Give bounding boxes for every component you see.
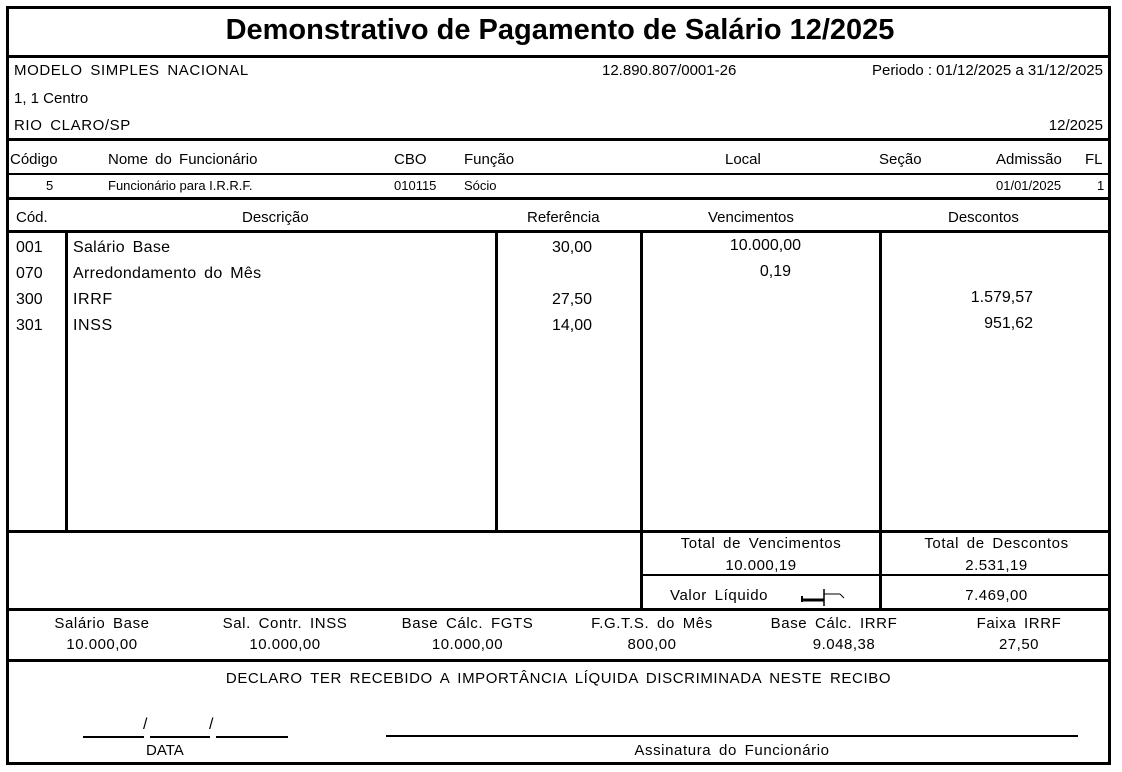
item-vencimento: 0,19 xyxy=(759,263,791,280)
divider xyxy=(6,197,1111,200)
item-descricao: Arredondamento do Mês xyxy=(73,265,262,282)
valor-liquido-label: Valor Líquido xyxy=(670,587,769,604)
employee-cbo: 010115 xyxy=(394,178,437,193)
item-cod: 301 xyxy=(16,317,43,334)
divider xyxy=(641,574,1111,576)
salario-base-label: Salário Base xyxy=(54,615,150,632)
total-descontos-value: 2.531,19 xyxy=(965,557,1028,574)
header-codigo: Código xyxy=(10,151,58,168)
divider xyxy=(6,138,1111,141)
item-cod: 001 xyxy=(16,239,43,256)
item-desconto: 1.579,57 xyxy=(970,289,1033,306)
header-funcao: Função xyxy=(464,151,515,168)
valor-liquido-value: 7.469,00 xyxy=(965,587,1028,604)
company-address: 1, 1 Centro xyxy=(14,90,89,107)
company-name: MODELO SIMPLES NACIONAL xyxy=(14,62,249,79)
column-divider xyxy=(65,233,68,531)
header-nome: Nome do Funcionário xyxy=(108,151,258,168)
items-header-descricao: Descrição xyxy=(242,209,309,226)
item-descricao: IRRF xyxy=(73,291,113,308)
divider xyxy=(6,55,1111,58)
column-divider xyxy=(640,233,643,610)
competence: 12/2025 xyxy=(1048,117,1103,134)
company-city: RIO CLARO/SP xyxy=(14,117,131,134)
total-vencimentos-label: Total de Vencimentos xyxy=(680,535,842,552)
company-cnpj: 12.890.807/0001-26 xyxy=(602,62,737,79)
header-fl: FL xyxy=(1085,151,1103,168)
inss-base-label: Sal. Contr. INSS xyxy=(222,615,348,632)
item-descricao: Salário Base xyxy=(73,239,171,256)
employee-funcao: Sócio xyxy=(464,178,497,193)
faixa-irrf-label: Faixa IRRF xyxy=(976,615,1062,632)
arrow-right-icon xyxy=(800,585,846,612)
pay-period: Periodo : 01/12/2025 a 31/12/2025 xyxy=(871,62,1103,79)
column-divider xyxy=(495,233,498,531)
employee-fl: 1 xyxy=(1097,178,1105,193)
divider xyxy=(6,608,1111,611)
items-header-descontos: Descontos xyxy=(948,209,1019,226)
inss-base-value: 10.000,00 xyxy=(249,636,321,653)
item-referencia: 27,50 xyxy=(551,291,592,308)
total-vencimentos-value: 10.000,19 xyxy=(725,557,797,574)
item-referencia: 30,00 xyxy=(551,239,592,256)
irrf-base-value: 9.048,38 xyxy=(812,636,876,653)
declaration-text: DECLARO TER RECEBIDO A IMPORTÂNCIA LÍQUIDA DISCRIMINADA NESTE RECIBO xyxy=(225,670,892,687)
header-admissao: Admissão xyxy=(996,151,1062,168)
divider xyxy=(6,530,1111,533)
item-desconto: 951,62 xyxy=(984,315,1033,332)
divider xyxy=(6,173,1111,175)
item-cod: 070 xyxy=(16,265,43,282)
employee-admissao: 01/01/2025 xyxy=(996,178,1062,193)
fgts-base-value: 10.000,00 xyxy=(431,636,504,653)
irrf-base-label: Base Cálc. IRRF xyxy=(770,615,898,632)
page-title: Demonstrativo de Pagamento de Salário 12/2025 xyxy=(225,14,895,46)
header-secao: Seção xyxy=(879,151,922,168)
header-cbo: CBO xyxy=(394,151,427,168)
items-header-cod: Cód. xyxy=(16,209,48,226)
employee-nome: Funcionário para I.R.R.F. xyxy=(108,178,253,193)
column-divider xyxy=(879,233,882,610)
salario-base-value: 10.000,00 xyxy=(66,636,138,653)
item-vencimento: 10.000,00 xyxy=(729,237,801,254)
fgts-mes-label: F.G.T.S. do Mês xyxy=(591,615,713,632)
header-local: Local xyxy=(725,151,761,168)
fgts-mes-value: 800,00 xyxy=(627,636,677,653)
item-descricao: INSS xyxy=(73,317,113,334)
item-cod: 300 xyxy=(16,291,43,308)
item-referencia: 14,00 xyxy=(551,317,592,334)
fgts-base-label: Base Cálc. FGTS xyxy=(401,615,534,632)
divider xyxy=(6,659,1111,662)
signature-label: Assinatura do Funcionário xyxy=(634,742,830,759)
divider xyxy=(6,230,1111,233)
total-descontos-label: Total de Descontos xyxy=(924,535,1069,552)
employee-codigo: 5 xyxy=(46,178,54,193)
items-header-referencia: Referência xyxy=(527,209,600,226)
signature-line[interactable] xyxy=(386,735,1078,737)
faixa-irrf-value: 27,50 xyxy=(998,636,1040,653)
items-header-vencimentos: Vencimentos xyxy=(708,209,794,226)
date-label: DATA xyxy=(146,742,184,759)
